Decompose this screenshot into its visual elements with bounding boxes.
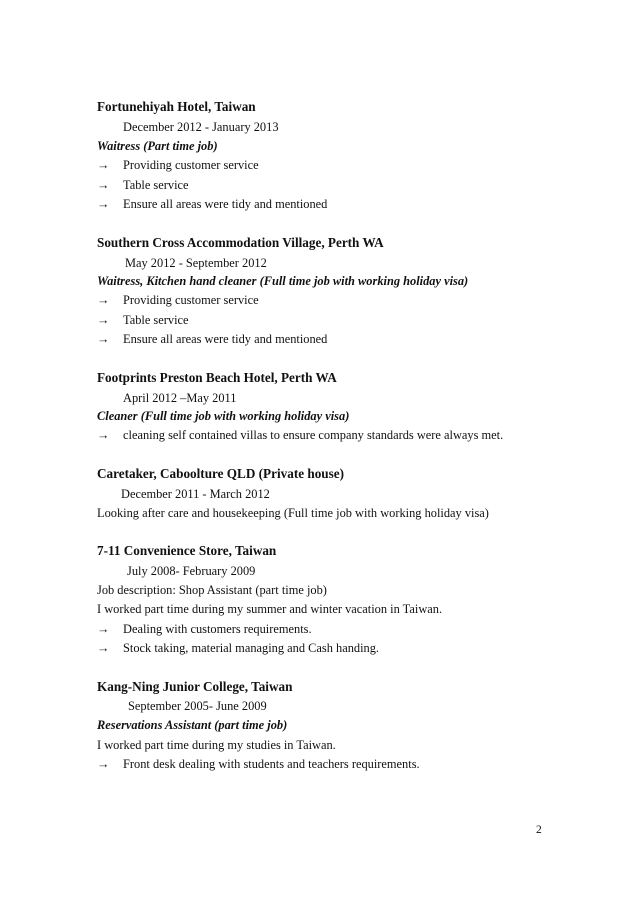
- section-heading: 7-11 Convenience Store, Taiwan: [97, 543, 277, 558]
- job-description: Looking after care and housekeeping (Full time job with working holiday visa): [97, 506, 489, 520]
- arrow-bullet-icon: →: [97, 757, 110, 771]
- bullet-text: Stock taking, material managing and Cash handing.: [123, 641, 380, 655]
- date-range: July 2008- February 2009: [127, 564, 256, 578]
- date-range: December 2011 - March 2012: [121, 487, 270, 501]
- bullet-text: Table service: [123, 178, 189, 192]
- arrow-bullet-icon: →: [97, 622, 110, 636]
- date-range: September 2005- June 2009: [128, 699, 267, 713]
- section-heading: Footprints Preston Beach Hotel, Perth WA: [97, 370, 337, 385]
- bullet-text: Front desk dealing with students and teachers requirements.: [123, 757, 420, 771]
- job-role: Cleaner (Full time job with working holiday visa): [97, 409, 350, 423]
- section-heading: Fortunehiyah Hotel, Taiwan: [97, 99, 256, 114]
- arrow-bullet-icon: →: [97, 293, 110, 307]
- arrow-bullet-icon: →: [97, 197, 110, 211]
- bullet-text: cleaning self contained villas to ensure company standards were always met.: [123, 428, 504, 442]
- bullet-text: Ensure all areas were tidy and mentioned: [123, 197, 328, 211]
- date-range: April 2012 –May 2011: [123, 391, 237, 405]
- arrow-bullet-icon: →: [97, 428, 110, 442]
- section-heading: Southern Cross Accommodation Village, Perth WA: [97, 235, 384, 250]
- bullet-text: Ensure all areas were tidy and mentioned: [123, 332, 328, 346]
- arrow-bullet-icon: →: [97, 158, 110, 172]
- job-role: Waitress (Part time job): [97, 139, 218, 153]
- job-description: Job description: Shop Assistant (part time job): [97, 583, 327, 597]
- job-role: Reservations Assistant (part time job): [97, 718, 288, 732]
- date-range: December 2012 - January 2013: [123, 120, 279, 134]
- page-number: 2: [536, 824, 542, 836]
- section-heading: Kang-Ning Junior College, Taiwan: [97, 679, 293, 694]
- job-role: Waitress, Kitchen hand cleaner (Full time job with working holiday visa): [97, 274, 469, 288]
- arrow-bullet-icon: →: [97, 313, 110, 327]
- job-description: I worked part time during my studies in Taiwan.: [97, 738, 336, 752]
- bullet-text: Dealing with customers requirements.: [123, 622, 312, 636]
- date-range: May 2012 - September 2012: [125, 256, 267, 270]
- arrow-bullet-icon: →: [97, 332, 110, 346]
- section-heading: Caretaker, Caboolture QLD (Private house): [97, 466, 344, 481]
- job-description: I worked part time during my summer and winter vacation in Taiwan.: [97, 602, 443, 616]
- bullet-text: Table service: [123, 313, 189, 327]
- arrow-bullet-icon: →: [97, 641, 110, 655]
- arrow-bullet-icon: →: [97, 178, 110, 192]
- bullet-text: Providing customer service: [123, 158, 259, 172]
- bullet-text: Providing customer service: [123, 293, 259, 307]
